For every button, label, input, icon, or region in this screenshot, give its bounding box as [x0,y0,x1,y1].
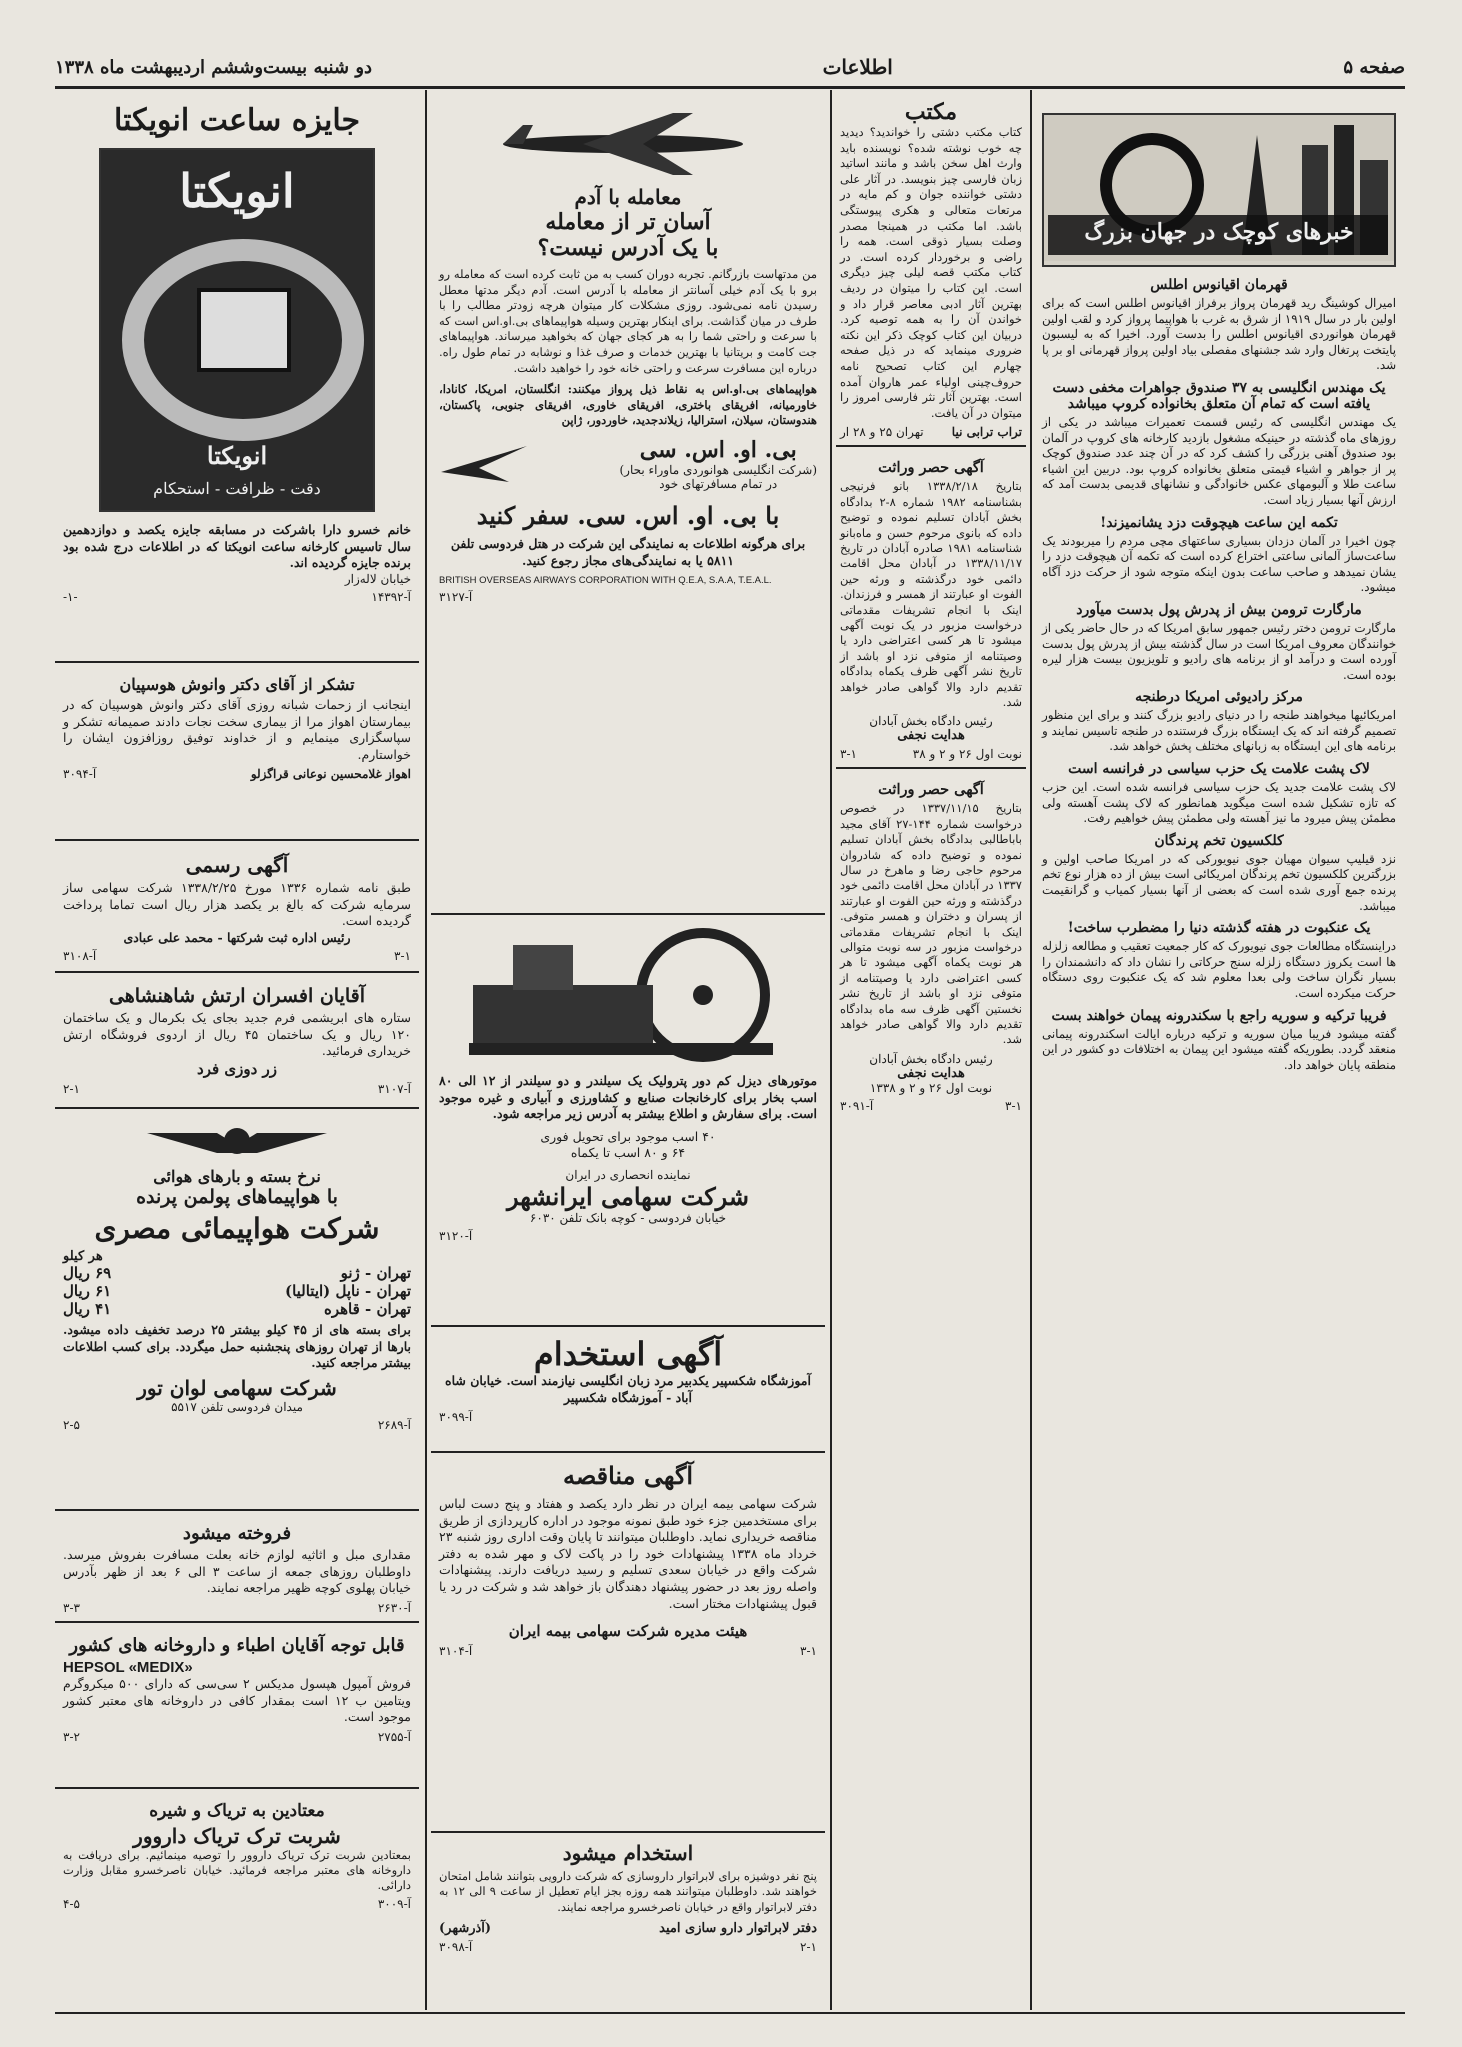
news-item-body: نزد قیلیپ سیوان مهیان جوی نیویورکی که در امریکا صاحب اولین و بزرگترین کلکسیون تخم پرندگان امریکائی است بیش از ده هزار نوع تخم پرنده جمع آوری شده است که بعضی از آنها بسیار کمیاب و گرانقیمت میباشد. [1042,851,1396,913]
thanks-body: اینجانب از زحمات شبانه روزی آقای دکتر وانوش هوسپیان که در بیمارستان اهواز مرا از بیماری سخت نجات دادند صمیمانه تشکر و سپاسگزاری مینمایم و از خداوند توفیق روزافزون ایشان را خواستارم. [63,697,411,762]
winged-logo-icon [147,1119,327,1163]
opium-ad [55,1789,419,1917]
inheritance-notice-1 [836,447,1026,769]
inheritance-1-judge: رئیس دادگاه بخش آبادان [869,714,993,729]
official-notice [55,841,419,973]
inheritance-2-body: بتاریخ ۱۳۳۷/۱۱/۱۵ در خصوص درخواست شماره ۱۴۴-۲۷ آقای مجید باباطالبی بدادگاه بخش آبادان تسلیم نموده و توضیح داده که شادروان مرحوم حاجی رضا و ماهرخ در سال ۱۳۳۷ در آبادان محل اقامت دائمی خود درگذشته و ورثه حین الفوت او عبارتند از پسران و دختران و همسر متوفی. اینک با انجام تشریفات مقدماتی درخواست مزبور در سه نوبت متوالی هر نوبت یکماه آگهی میشود تا هر کسی اعتراضی دارد یا وصیتنامه از متوفی نزد او باشد از تاریخ نشر نخستین آگهی ظرف سه ماه بدادگاه تقدیم دارد والا گواهی صادر خواهد شد. [840,801,1022,1047]
tender-ref: آ-۳۱۰۴ [439,1644,473,1659]
medix-num: ۳-۲ [63,1729,80,1744]
army-num: ۲-۱ [63,1081,80,1096]
engine-illustration [469,925,787,1065]
news-item-title: کلکسیون تخم پرندگان [1154,832,1284,849]
medix-title: قابل توجه آقایان اطباء و داروخانه های کشور [69,1635,405,1656]
boac-routes: هواپیماهای بی.او.اس به نقاط ذیل پرواز میکنند: انگلستان، امریکا، کانادا، خاورمیانه، افریقای باختری، افریقای خاوری، افریقای جنوبی، پاکستان، هندوستان، سیلان، استرالیا، زیلاندجدید، خاوردور، ژاپن [439,382,817,428]
sale-body: مقداری مبل و اثاثیه لوازم خانه بعلت مسافرت بفروش میرسد. داوطلبان روزهای جمعه از ساعت ۳ الی ۶ بعد از ظهر بآدرس خیابان پهلوی کوچه ظهیر مراجعه نمایند. [63,1547,411,1596]
engine-address: خیابان فردوسی - کوچه بانک تلفن ۶۰۳۰ [529,1210,727,1225]
hiring-ad [431,1833,825,1962]
page-number: صفحه ۵ [1343,56,1405,78]
tender-signer: هیئت مدیره شرکت سهامی بیمه ایران [508,1622,748,1641]
employment-title: آگهی استخدام [533,1335,723,1373]
airplane-icon [479,109,777,179]
news-item-title: تکمه این ساعت هیچوقت دزد یشانمیزند! [1100,514,1338,531]
page-header [55,52,1405,82]
airline-routes [63,1264,411,1318]
opium-footer [63,1897,411,1911]
employment-body: آموزشگاه شکسپیر یکدبیر مرد زبان انگلیسی نیازمند است. خیابان شاه آباد - آموزشگاه شکسپیر [445,1373,811,1405]
school-title: مکتب [904,99,958,125]
employment-footer [439,1410,817,1424]
army-ref: آ-۳۱۰۷ [377,1081,411,1096]
airline-route-row [63,1300,411,1318]
boac-ref: آ-۳۱۲۷ [439,590,473,605]
thanks-ref: آ-۳۰۹۴ [63,767,97,782]
inheritance-2-ref-right: ۳-۱ [1005,1098,1022,1113]
invicta-num: -۱- [63,589,78,604]
invicta-watch-illustration [99,148,375,512]
sale-ref: آ-۲۶۳۰ [377,1600,411,1615]
boac-slogan: در تمام مسافرتهای خود [659,476,778,491]
thanks-notice [55,663,419,841]
official-ref: آ-۳۱۰۸ [63,948,97,963]
inheritance-2-name: هدایت نجفی [897,1065,965,1081]
airplane-illustration [479,109,777,179]
thanks-signer: اهواز غلامحسین نوعانی قراگزلو [250,767,411,782]
boac-body: من مدتهاست بازرگانم. تجربه دوران کسب به من ثابت کرده است که معامله رو برو با یک آدم خیلی آسانتر از معامله با آدرس است. آدم دیگر مدتها معطل رسیدن نامه نمی‌شود. روزی مشکلات کار میتوان هرچه زودتر مطالب را با طرف در میان گذاشت. برای اینکار بهترین وسیله هواپیماهای بی.او.اس است که با سرعت و راحتی شما را به هر کجای جهان که بخواهید میرساند. هواپیماهای جت کامت و بریتانیا با بهترین خدمات و صرف غذا و نوشابه در تمام طول راه. درباره این مسافرت سرعت و راحتی خانه خود را خواهید داشت. [439,267,817,375]
medix-body: فروش آمپول هپسول مدیکس ۲ سی‌سی که دارای ۵۰۰ میکروگرم ویتامین ب ۱۲ است بمقدار کافی در داروخانه های معتبر کشور موجود است. [63,1676,412,1725]
news-item-title: فریبا ترکیه و سوریه راجع با سکندرونه پیمان خواهند بست [1051,1007,1387,1024]
boac-footer [439,590,817,604]
boac-headline-3: با یک آدرس نیست؟ [537,235,719,261]
bottom-rule [55,2012,1405,2014]
school-date: تهران ۲۵ و ۲۸ ار [840,425,924,440]
news-banner [1042,113,1396,267]
airline-num: ۲-۵ [63,1417,80,1432]
sale-footer [63,1601,411,1615]
news-item-body: چون اخیرا در آلمان دزدان بسیاری ساعتهای مچی مردم را میربودند یک ساعت‌ساز آلمانی ساعتی اختراع کرده است که تکمه آن هیچوقت دزد را یشان نمیدهد و صاحب ساعت بدون اینکه متوجه شود از حرکت دزد آگاه میشود. [1042,533,1396,595]
column-rule-2 [830,90,832,2010]
army-title: آقایان افسران ارتش شاهنشاهی [108,985,366,1007]
news-column [1036,95,1402,2007]
invicta-slogan-2: دقت - ظرافت - استحکام [153,479,321,498]
paper-name: اطلاعات [822,55,893,79]
official-title: آگهی رسمی [185,853,289,877]
invicta-body: خانم خسرو دارا باشرکت در مسابقه جایزه یکصد و دوازدهمین سال تاسیس کارخانه ساعت انویکتا که در اطلاعات درج شده بود برنده جایزه گردیده اند. [63,522,411,571]
boac-speedbird-icon [439,442,529,486]
airline-rates: نرخ بسته و بارهای هوائی [153,1167,321,1186]
news-item-title: مرکز رادیوئی امریکا درطنجه [1135,689,1303,706]
column-rule-3 [425,90,427,2010]
inheritance-2-ref-left: آ-۳۰۹۱ [840,1098,874,1113]
for-sale-ad [55,1511,419,1623]
engine-ad [431,915,825,1327]
school-article [836,95,1026,447]
misr-airline-ad [55,1109,419,1511]
route-price: ۶۹ ریال [63,1264,112,1282]
route-cities: تهران - قاهره [323,1300,411,1318]
army-officers-ad [55,973,419,1109]
inheritance-2-date: نوبت اول ۲۶ و ۲ و ۱۳۳۸ [869,1080,993,1095]
employment-ad [431,1327,825,1453]
inheritance-1-title: آگهی حصر وراثت [878,459,984,477]
news-item-body: گفته میشود فریبا میان سوریه و ترکیه درباره ایالت اسکندرونه پیمانی منعقد گردد. بطوریکه گفته میشود این پیمان به اختلافات دو کشور در این منطقه پایان خواهد داد. [1042,1026,1396,1072]
engine-body: موتورهای دیزل کم دور پترولیک یک سیلندر و دو سیلندر از ۱۲ الی ۸۰ اسب بخار برای کارخانجات صنایع و کشاورزی و آبیاری و غیره موجود است. برای سفارش و اطلاع بیشتر به آدرس زیر مراجعه شود. [439,1073,818,1122]
boac-english: BRITISH OVERSEAS AIRWAYS CORPORATION WITH Q.E.A, S.A.A, T.E.A.L. [439,575,772,587]
boac-brand-full: (شرکت انگلیسی هوانوردی ماوراء بحار) [619,462,817,477]
boac-ad [431,95,825,915]
news-item-title: لاک پشت علامت یک حزب سیاسی در فرانسه است [1068,761,1370,778]
invicta-ref: آ-۱۴۳۹۲ [371,589,411,604]
opium-title: معتادین به تریاک و شیره [149,1801,325,1821]
engine-agent: نماینده انحصاری در ایران [565,1167,691,1182]
engine-company: شرکت سهامی ایرانشهر [506,1181,750,1211]
news-item-body: لاک پشت علامت جدید یک حزب سیاسی فرانسه شده است. این حزب که تازه تشکیل شده است میگوید همانطور که لاک پشت آهسته ولی مطمئن پیش میرود ما نیز آهسته ولی مطمئن پیش خواهیم رفت. [1042,780,1396,826]
official-body: طبق نامه شماره ۱۳۳۶ مورخ ۱۳۳۸/۲/۲۵ شرکت سهامی ساز سرمایه شرکت که بالغ بر یکصد هزار ریال است تماما پرداخت گردیده است. [63,880,411,929]
invicta-footer [63,590,411,604]
official-footer: آ-۳۱۰۸ ۳-۱ [63,948,411,963]
hiring-phone: (آذرشهر) [439,1921,492,1937]
news-item-body: دراینستگاه مطالعات جوی نیویورک که کار جمعیت تعقیب و مطالعه زلزله ها است یکروز دستگاه زلزله سنج حرکاتی را نشان داد که دانشمندان را بسیار نگران ساخت ولی بعدا معلوم شد که یک عنکبوت روی دستگاه حرکت میکرده است. [1042,939,1396,1000]
boac-cta: با بی. او. اس. سی. سفر کنید [476,500,780,530]
school-column [836,95,1026,2007]
inheritance-notice-2 [836,769,1026,1119]
hiring-body: پنج نفر دوشیزه برای لابراتوار داروسازی که شرکت دارویی بتوانند شامل امتحان خواهند شد. داوطلبان میتوانند همه روزه بجز ایام تعطیل از ساعت ۹ الی ۱۲ به دفتر لابراتوار واقع در خیابان ناصرخسرو مراجعه نمایند. [439,1869,817,1914]
school-body: کتاب مکتب دشتی را خواندید؟ دیدید چه خوب نوشته شده؟ نویسنده باید وارث اهل سخن باشد و مانند اساتید زبان فارسی چیز بنویسد. در آثار علی دشتی خواننده جوان و کم مایه در مرتعات متعالی و هکری پیوستگی باشد. اما مکتب در همینجا مصدر وصلت بسیار ذوقی است. همه را راضی و برخوردار کرده است. در کتاب مکتب قصه لیلی چیز دیگری است. این کتاب را میتوان در ردیف بهترین آثار ادبی معاصر قرار داد و خواندن آن را به همه توصیه کرد. دربیان این کتاب کوچک ذکر این نکته ضروری مینماید که در ذیل صفحه چهارم این کتاب تصحیح نامه حروف‌چینی اولیاء عمر هاروان آمده است. بهترین آثار نثر فارسی امروز را میتوان در آن یافت. [840,125,1022,420]
inheritance-2-judge: رئیس دادگاه بخش آبادان [869,1051,993,1066]
invicta-prize-ad [55,95,419,663]
inheritance-1-body: بتاریخ ۱۳۳۸/۲/۱۸ بانو فرنیجی بشناسنامه ۱۹۸۲ شماره ۸-۲ بدادگاه بخش آبادان تسلیم نموده و توضیح داده که بانوی مرحوم حسن و ماه‌بانو شناسنامه ۱۹۸۱ صادره آبادان در تاریخ ۱۳۳۸/۱۱/۱۷ در آبادان محل اقامت دائمی خود درگذشته و ورثه حین الفوت او عبارتند از همسر و فرزندان. اینک با انجام تشریفات مقدماتی درخواست مزبور در یک نوبت آگهی میشود تا هر کسی اعتراضی دارد یا وصیتنامه از متوفی نزد او باشد از تاریخ نشر آگهی ظرف یکماه بدادگاه تقدیم دارد والا گواهی صادر خواهد شد. [840,479,1022,709]
army-footer [63,1082,411,1096]
ads-center-column [431,95,825,2007]
opium-detail: بمعتادین شربت ترک تریاک داروور را توصیه مینمائیم. برای دریافت به داروخانه های معتبر مراجعه فرمائید. خیابان ناصرخسرو مقابل وزارت دارائی. [63,1848,411,1892]
engine-footer [439,1229,817,1243]
classifieds-column [55,95,419,2007]
airline-footer [63,1418,411,1432]
hiring-footer: آ-۳۰۹۸ ۲-۱ [439,1940,817,1955]
route-cities: تهران - ژنو [340,1264,411,1282]
airline-route-row [63,1282,411,1300]
engine-stock: ۴۰ اسب موجود برای تحویل فوری ۶۴ و ۸۰ اسب تا یکماه [540,1128,716,1161]
news-item-title: مارگارت ترومن بیش از پدرش پول بدست میآورد [1076,601,1362,618]
inheritance-1-ref: ۳-۱ [840,747,857,762]
watch-icon [101,220,375,450]
invicta-title: جایزه ساعت انویکتا [113,103,361,138]
medix-ad [55,1623,419,1789]
airline-address: میدان فردوسی تلفن ۵۵۱۷ [171,1399,303,1414]
sale-title: فروخته میشود [182,1523,292,1544]
news-item-body: مارگارت ترومن دختر رئیس جمهور سابق امریکا که در حال حاضر یکی از خوانندگان معروف امریکا است در سال گذشته بیش از پدرش پول بدست آورده است و درآمد او از برنامه های رادیو و تلویزیون بیست هزار لیره بوده است. [1042,620,1396,682]
news-item-title: یک مهندس انگلیسی به ۳۷ صندوق جواهرات مخفی دست یافته است که تمام آن متعلق بخانواده کروپ میباشد [1052,379,1386,412]
hiring-company: دفتر لابراتوار دارو سازی امید [659,1921,817,1937]
airline-price-header: هر کیلو [63,1249,103,1264]
opium-ref: آ-۳۰۰۹ [377,1897,411,1911]
news-banner-text: خبرهای کوچک در جهان بزرگ [1084,219,1354,245]
thanks-footer [63,767,411,781]
tender-title: آگهی مناقصه [562,1461,694,1490]
employment-ref: آ-۳۰۹۹ [439,1410,473,1425]
sale-num: ۳-۳ [63,1600,80,1615]
inheritance-1-name: هدایت نجفی [897,728,965,744]
news-item-body: یک مهندس انگلیسی که رئیس قسمت تعمیرات میباشد در یکی از روزهای ماه گذشته در حینیکه مشغول بازدید کارخانه های کروپ در آلمان بود صندوق آهنی بزرگی را کشف کرد که در آن چند عدد صندوق کوچک پر از جواهر و اشیاء قیمتی متعلق بخانواده کروپ بود. دربین این اشیاء ساعت طلا و آلبومهای عکس خانوادگی و نشانهای قدیمی بدست آمد که ارزش آنها بسیار زیاد است. [1042,414,1396,507]
opium-num: ۴-۵ [63,1897,80,1911]
thanks-title: تشکر از آقای دکتر وانوش هوسپیان [119,675,355,694]
inheritance-1-footer [840,747,1022,761]
boac-headline-1: معامله با آدم [574,185,682,209]
news-item-body: امیرال کوشینگ رید قهرمان پرواز برفراز اقیانوس اطلس است که برای اولین بار در سال ۱۹۱۹ از شرق به غرب با هواپیما پرواز کرد و لقب اولین قهرمان هوانوردی اقیانوس اطلس را بدست آورد. اخیرا که به لیسبون پایتخت پرتغال وارد شد جشنهای مفصلی بیاد اولین پرواز قهرمانی او بر پا شد. [1042,296,1397,373]
diesel-engine-icon [469,925,787,1065]
route-price: ۶۱ ریال [63,1282,112,1300]
inheritance-1-date: نوبت اول ۲۶ و ۲ و ۳۸ [912,747,1022,762]
medix-footer [63,1730,411,1744]
medix-brand: HEPSOL «MEDIX» [63,1659,193,1676]
engine-ref: آ-۳۱۲۰ [439,1228,473,1243]
invicta-slogan-1: انویکتا [206,441,268,470]
airline-ref: آ-۲۶۸۹ [377,1417,411,1432]
news-item-body: امریکائیها میخواهند طنجه را در دنیای رادیو بزرگ کنند و برای این منظور تصمیم گرفته اند که یک ایستگاه بزرگ فرستنده در طنجه تاسیس نمایند و برنامه های این ایستگاه به زبانهای مختلف پخش خواهد شد. [1042,708,1396,754]
news-item-title: قهرمان اقیانوس اطلس [1150,277,1288,293]
school-footer [840,425,1022,439]
issue-date: دو شنبه بیست‌وششم اردیبهشت ماه ۱۳۳۸ [55,56,373,78]
inheritance-2-footer [840,1099,1022,1113]
tender-footer: آ-۳۱۰۴ ۳-۱ [439,1644,817,1659]
inheritance-2-title: آگهی حصر وراثت [878,781,984,799]
hiring-ref: آ-۳۰۹۸ [439,1940,473,1955]
tender-ad [431,1453,825,1833]
route-price: ۴۱ ریال [63,1300,112,1318]
tender-body: شرکت سهامی بیمه ایران در نظر دارد یکصد و هفتاد و پنج دست لباس برای مستخدمین جزء خود طبق نمونه موجود در اداره کارپردازی از طریق مناقصه خریداری نماید. داوطلبان میتوانند تا پایان وقت اداری روز شنبه ۲۳ خرداد ماه ۱۳۳۸ پیشنهادات خود را در پاکت لاک و مهر شده به دفتر شرکت واقع در خیابان سعدی تسلیم و رسید دریافت دارند. پیشنهادات واصله روز بعد در حضور پیشنهاد دهندگان باز خواهد شد و شرکت در رد یا قبول پیشنهادات مختار است. [439,1496,817,1611]
boac-brand: بی. او. اس. سی [639,436,797,463]
airline-name: شرکت هواپیمائی مصری [94,1212,380,1245]
airline-note: برای بسته های از ۴۵ کیلو بیشتر ۲۵ درصد تخفیف داده میشود. بارها از تهران روزهای پنجشنبه حمل میگردد. برای کسب اطلاعات بیشتر مراجعه کنید. [63,1322,411,1371]
header-rule [55,86,1405,89]
column-rule-1 [1030,90,1032,2010]
medix-ref: آ-۲۷۵۵ [377,1729,411,1744]
official-signer: رئیس اداره ثبت شرکتها - محمد علی عبادی [123,929,351,945]
army-body: ستاره های ابریشمی فرم جدید بجای یک بکرمال و یک ساختمان ۱۲۰ ریال و یک ساختمان ۴۵ ریال از اردوی فروشگاه ارتش خریداری فرمائید. [63,1010,411,1059]
school-author: تراب ترابی نیا [951,425,1022,440]
boac-headline-2: آسان تر از معامله [545,209,711,235]
opium-product: شربت ترک تریاک داروور [133,1824,341,1848]
airline-agent: شرکت سهامی لوان تور [137,1375,337,1400]
news-item-title: یک عنکبوت در هفته گذشته دنیا را مضطرب ساخت! [1067,920,1371,937]
route-cities: تهران - ناپل (ایتالیا) [284,1282,411,1300]
invicta-address: خیابان لاله‌زار [344,571,411,586]
army-signer: زر دوزی فرد [197,1059,277,1078]
news-list [1036,277,1402,1073]
boac-contact: برای هرگونه اطلاعات به نمایندگی این شرکت در هتل فردوسی تلفن ۵۸۱۱ یا به نمایندگی‌های مجاز رجوع کنید. [450,535,806,568]
airline-route-row [63,1264,411,1282]
invicta-logo: انویکتا [179,164,295,218]
hiring-title: استخدام میشود [562,1841,694,1865]
airline-with: با هواپیماهای پولمن پرنده [136,1186,338,1208]
